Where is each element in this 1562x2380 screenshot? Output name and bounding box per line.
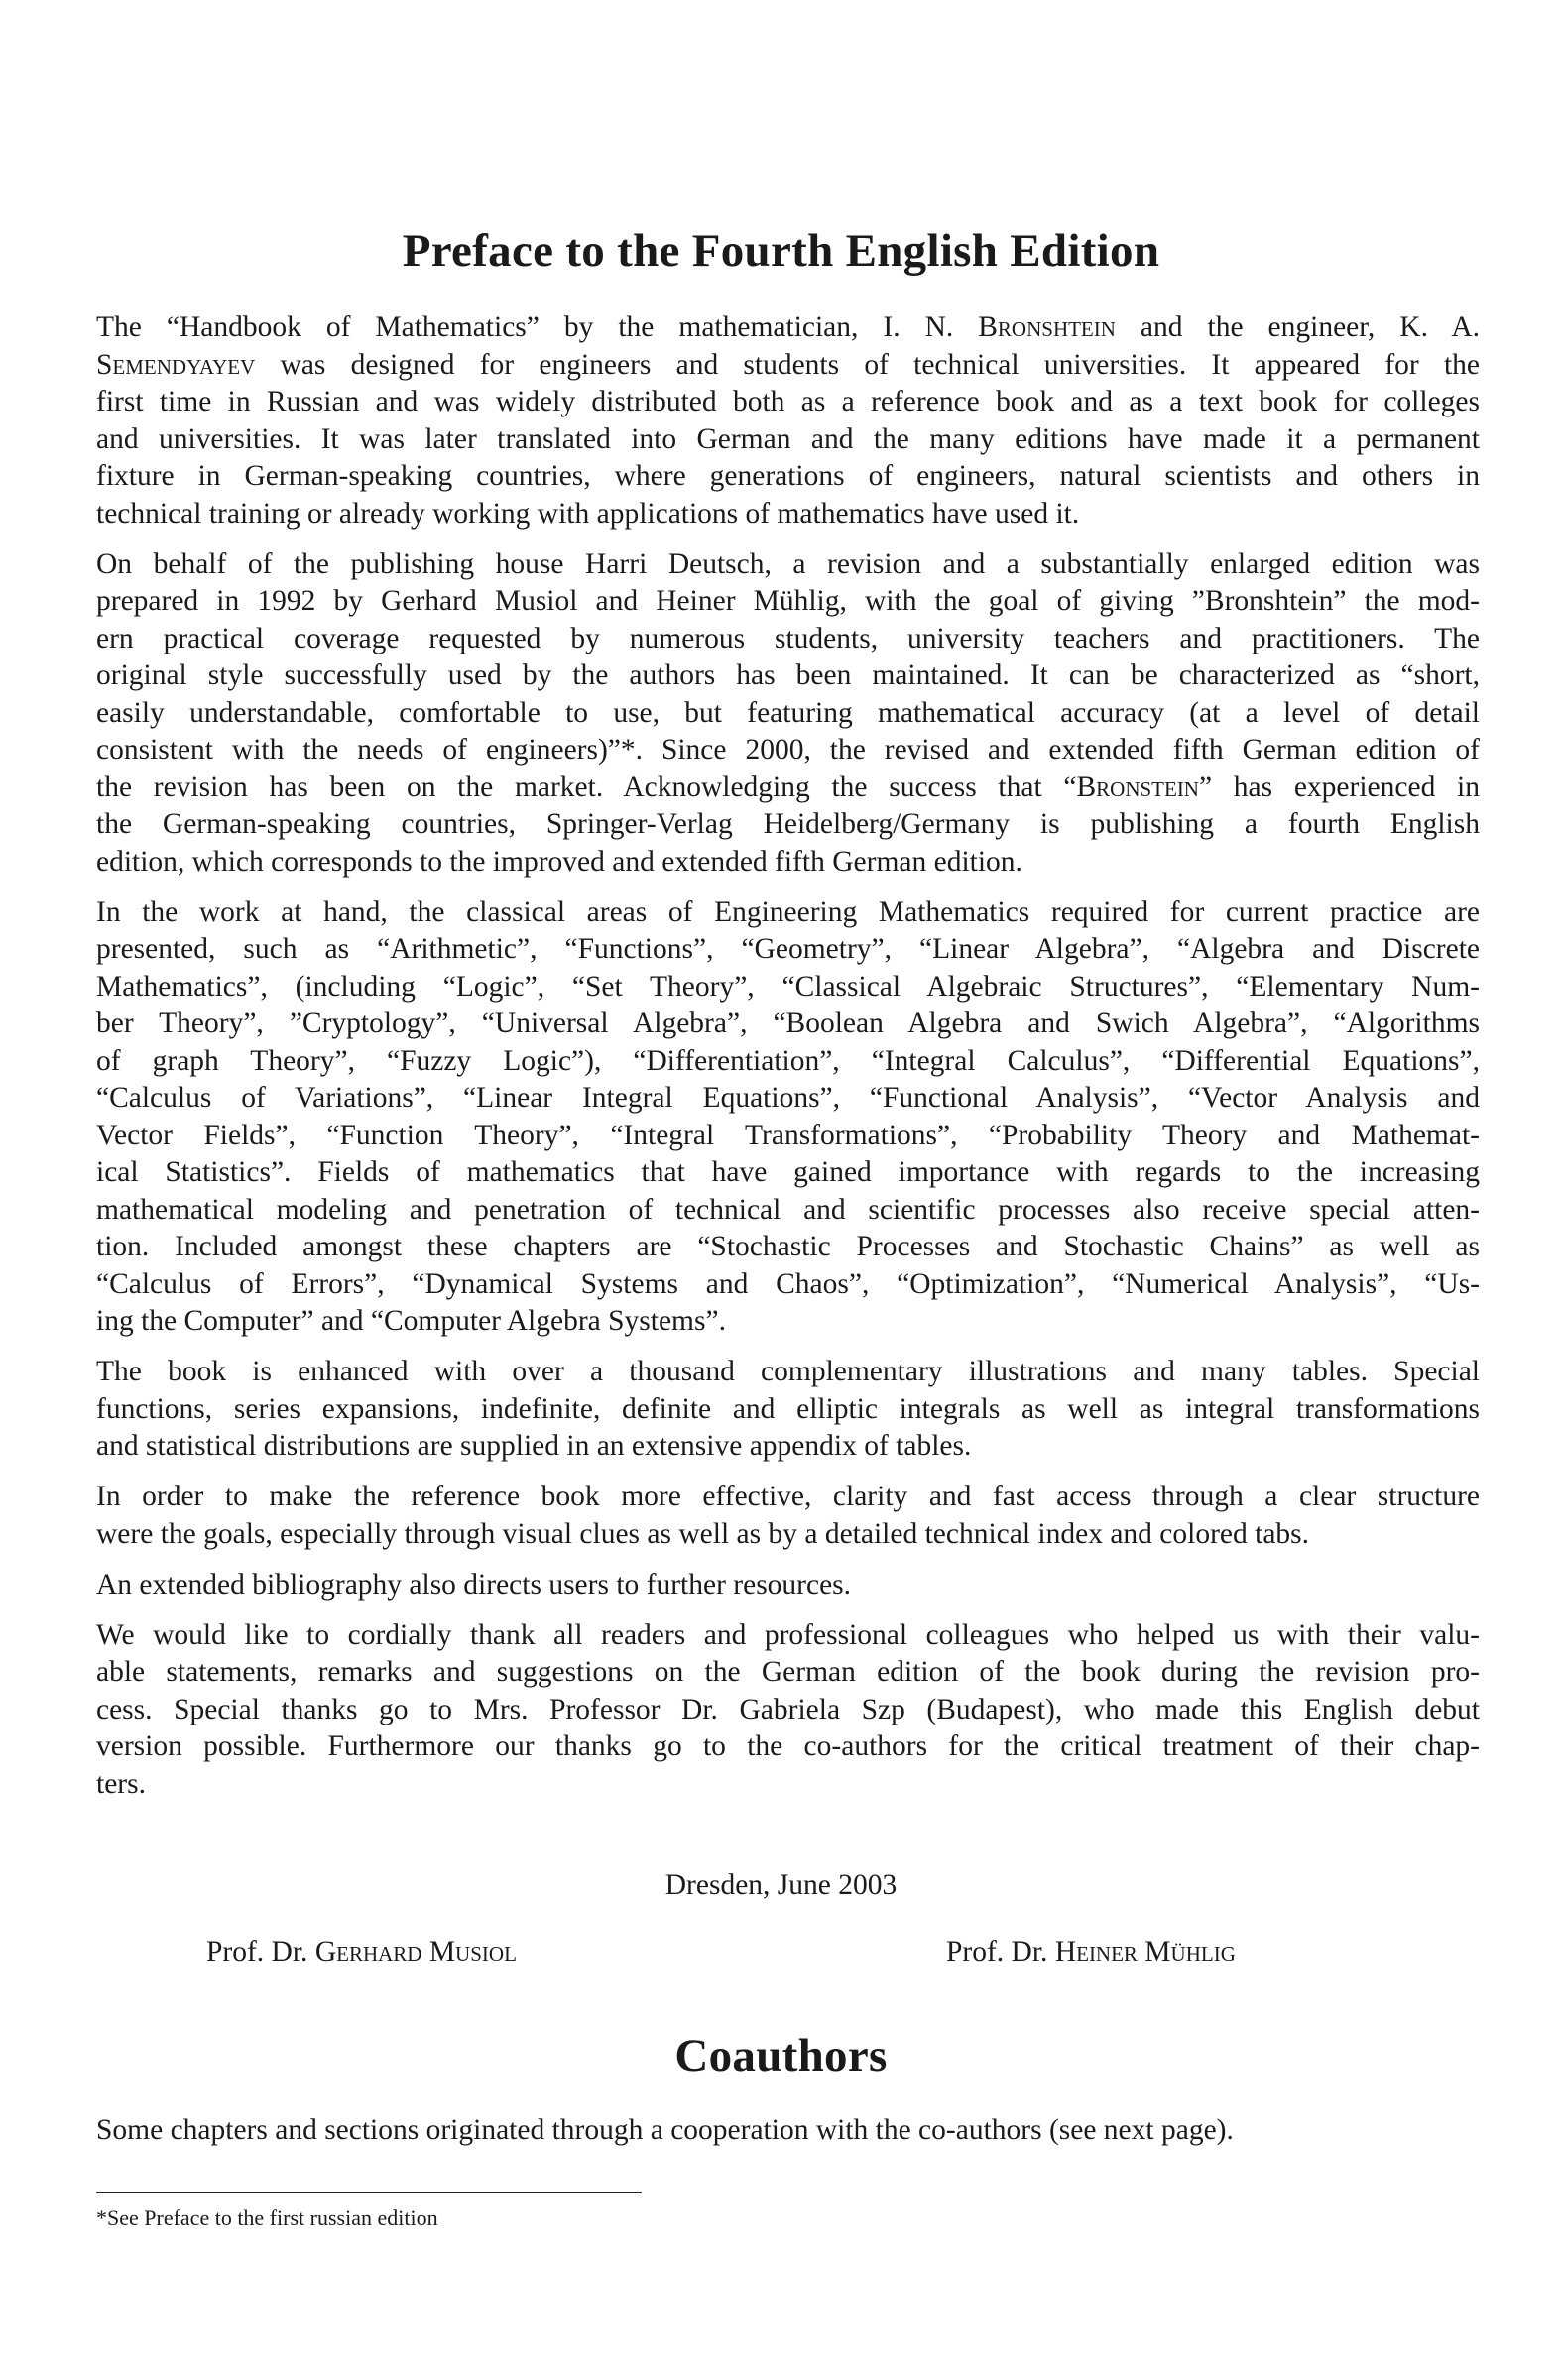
text-line: [96, 1728, 1480, 1766]
paragraph: [96, 1567, 1480, 1605]
text-line: [96, 1006, 1480, 1043]
text-line: [96, 770, 1480, 807]
coauthors-heading: Coauthors: [674, 2030, 888, 2082]
text-line: [96, 546, 1480, 584]
text-line: [96, 621, 1480, 658]
place-date: Dresden, June 2003: [664, 1869, 898, 1901]
text-segment: edition, which corresponds to the improved and extended fifth German edition.: [96, 845, 1022, 878]
text-segment: first time in Russian and was widely distributed both as a reference book and as a text book for colleges: [96, 386, 1480, 417]
text-line: [96, 844, 1480, 882]
text-line: [96, 894, 1480, 932]
paragraph: [96, 894, 1480, 1341]
text-line: [96, 583, 1480, 621]
text-line: [96, 1303, 1480, 1341]
text-segment: tion. Included amongst these chapters are “Stochastic Processes and Stochastic Chains” as well as: [96, 1231, 1480, 1262]
text-line: [96, 806, 1480, 844]
text-segment: was designed for engineers and students of technical universities. It appeared for the: [255, 348, 1480, 381]
signature-name: Heiner Mühlig: [1054, 1936, 1236, 1967]
text-line: [96, 458, 1480, 496]
coauthors-text: Some chapters and sections originated through a cooperation with the co-authors (see next page).: [96, 2114, 1234, 2146]
text-segment: technical training or already working with applications of mathematics have used it.: [96, 497, 1080, 530]
text-segment: and universities. It was later translated into German and the many editions have made it a permanent: [96, 422, 1480, 455]
paragraph: [96, 1354, 1480, 1466]
text-line: [96, 657, 1480, 695]
text-segment: cess. Special thanks go to Mrs. Professor Dr. Gabriela Szp (Budapest), who made this English debut: [96, 1693, 1480, 1726]
signature-prefix: Prof. Dr.: [946, 1936, 1055, 1967]
text-line: [96, 1567, 1480, 1605]
text-line: [96, 1516, 1480, 1554]
author-name: Bronstein: [1076, 771, 1199, 803]
footnote: *See Preface to the first russian edition: [96, 2205, 438, 2230]
text-segment: and statistical distributions are supplied in an extensive appendix of tables.: [96, 1430, 972, 1462]
paragraph: [96, 1617, 1480, 1804]
text-line: [96, 969, 1480, 1007]
text-segment: ical Statistics”. Fields of mathematics that have gained importance with regards to the increasing: [96, 1156, 1480, 1188]
text-segment: ing the Computer” and “Computer Algebra Systems”.: [96, 1305, 726, 1337]
text-segment: An extended bibliography also directs users to further resources.: [96, 1568, 852, 1601]
text-line: [96, 347, 1480, 385]
text-line: [96, 309, 1480, 347]
signature-musiol: [206, 1936, 517, 1968]
signature-muehlig: [946, 1936, 1236, 1968]
text-line: [96, 1617, 1480, 1655]
text-segment: easily understandable, comfortable to use, but featuring mathematical accuracy (at a level of detail: [96, 696, 1480, 729]
text-segment: Vector Fields”, “Function Theory”, “Integral Transformations”, “Probability Theory and Mathemat-: [96, 1119, 1480, 1151]
text-segment: version possible. Furthermore our thanks go to the co-authors for the critical treatment of their chap-: [96, 1730, 1480, 1762]
text-segment: consistent with the needs of engineers)”*. Since 2000, the revised and extended fifth German edition of: [96, 734, 1480, 766]
signature-name: Gerhard Musiol: [314, 1936, 517, 1967]
text-segment: original style successfully used by the authors has been maintained. It can be characterized as “short,: [96, 659, 1480, 691]
text-segment: mathematical modeling and penetration of technical and scientific processes also receive special atten-: [96, 1193, 1480, 1226]
text-segment: the German-speaking countries, Springer-Verlag Heidelberg/Germany is publishing a fourth English: [96, 808, 1480, 840]
text-line: [96, 421, 1480, 459]
text-segment: functions, series expansions, indefinite, definite and elliptic integrals as well as integral transformations: [96, 1392, 1480, 1425]
text-segment: On behalf of the publishing house Harri Deutsch, a revision and a substantially enlarged edition was: [96, 547, 1480, 580]
text-line: [96, 1428, 1480, 1466]
text-line: [96, 1118, 1480, 1155]
text-line: [96, 1192, 1480, 1230]
paragraph: [96, 546, 1480, 882]
text-line: [96, 1654, 1480, 1692]
text-line: [96, 1354, 1480, 1391]
text-line: [96, 931, 1480, 969]
text-segment: of graph Theory”, “Fuzzy Logic”), “Differentiation”, “Integral Calculus”, “Differential Equations”,: [96, 1044, 1480, 1077]
text-segment: “Calculus of Variations”, “Linear Integral Equations”, “Functional Analysis”, “Vector Analysis and: [96, 1082, 1480, 1114]
footnote-divider: [96, 2192, 642, 2193]
text-segment: The “Handbook of Mathematics” by the mathematician, I. N.: [96, 311, 979, 343]
text-line: [96, 1229, 1480, 1266]
text-line: [96, 384, 1480, 421]
text-segment: the revision has been on the market. Acknowledging the success that “: [96, 771, 1077, 803]
text-segment: were the goals, especially through visual clues as well as by a detailed technical index and colored tabs.: [96, 1517, 1310, 1550]
text-segment: fixture in German-speaking countries, where generations of engineers, natural scientists and others in: [96, 460, 1480, 492]
text-line: [96, 1154, 1480, 1192]
text-segment: The book is enhanced with over a thousand complementary illustrations and many tables. Special: [96, 1356, 1480, 1387]
text-segment: ters.: [96, 1767, 146, 1800]
text-segment: ern practical coverage requested by numerous students, university teachers and practitioners. The: [96, 622, 1480, 654]
text-segment: ber Theory”, ”Cryptology”, “Universal Algebra”, “Boolean Algebra and Swich Algebra”, “Algorithms: [96, 1008, 1480, 1039]
text-line: [96, 1080, 1480, 1118]
text-segment: presented, such as “Arithmetic”, “Functions”, “Geometry”, “Linear Algebra”, “Algebra and Discrete: [96, 933, 1480, 965]
text-line: [96, 1043, 1480, 1081]
text-segment: able statements, remarks and suggestions on the German edition of the book during the revision pro-: [96, 1656, 1480, 1688]
preface-body: [96, 309, 1480, 1817]
text-line: [96, 1766, 1480, 1804]
text-segment: prepared in 1992 by Gerhard Musiol and Heiner Mühlig, with the goal of giving ”Bronshtein” the mod-: [96, 585, 1480, 617]
text-line: [96, 695, 1480, 733]
signature-prefix: Prof. Dr.: [206, 1936, 315, 1967]
text-line: [96, 732, 1480, 770]
text-segment: ” has experienced in: [1198, 771, 1480, 803]
text-line: [96, 496, 1480, 534]
text-line: [96, 1391, 1480, 1429]
text-segment: We would like to cordially thank all readers and professional colleagues who helped us with their valu-: [96, 1618, 1480, 1651]
text-line: [96, 1266, 1480, 1304]
text-line: [96, 1692, 1480, 1729]
author-name: Bronshtein: [978, 311, 1116, 343]
text-segment: and the engineer, K. A.: [1115, 311, 1481, 343]
text-segment: “Calculus of Errors”, “Dynamical Systems and Chaos”, “Optimization”, “Numerical Analysis”, “Us-: [96, 1267, 1480, 1300]
text-segment: In the work at hand, the classical areas of Engineering Mathematics required for current practice are: [96, 895, 1480, 928]
paragraph: [96, 1479, 1480, 1553]
text-segment: Mathematics”, (including “Logic”, “Set Theory”, “Classical Algebraic Structures”, “Elementary Num-: [96, 970, 1480, 1003]
text-line: [96, 1479, 1480, 1516]
page-title: Preface to the Fourth English Edition: [402, 225, 1160, 277]
text-segment: In order to make the reference book more effective, clarity and fast access through a clear structure: [96, 1481, 1480, 1512]
author-name: Semendyayev: [96, 348, 256, 381]
paragraph: [96, 309, 1480, 533]
